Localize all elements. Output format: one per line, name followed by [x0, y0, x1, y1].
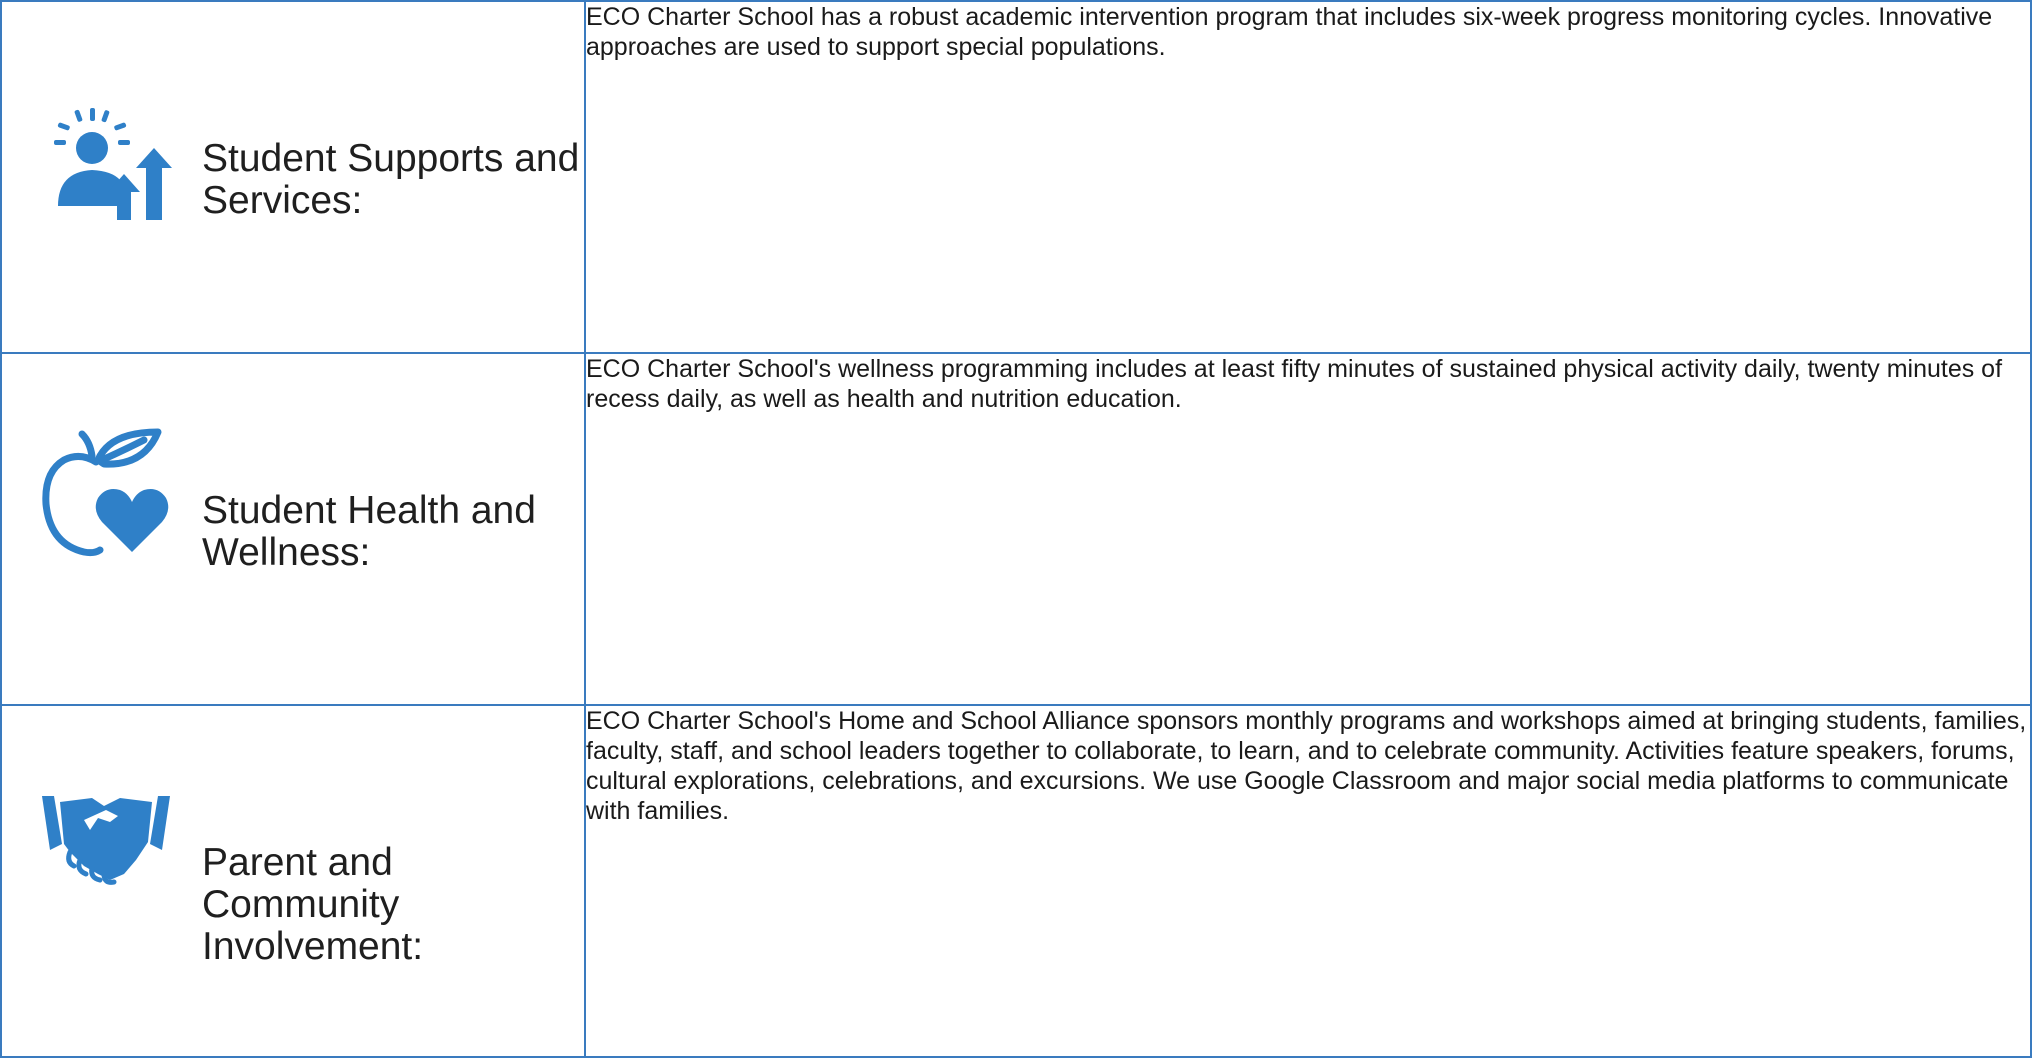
apple-heart-icon [40, 426, 172, 558]
row-label: Student Health and Wellness: [202, 489, 536, 574]
description-cell: ECO Charter School's wellness programming includes at least fifty minutes of sustained physical activity daily, twenty minutes of recess daily, as well as health and nutrition education. [585, 353, 2031, 705]
table-row [1, 353, 2031, 705]
handshake-icon [40, 790, 172, 922]
table-row [1, 1, 2031, 353]
description-cell: ECO Charter School has a robust academic intervention program that includes six-week progress monitoring cycles. Innovative approaches are used to support special populations. [585, 1, 2031, 353]
label-cell [1, 353, 585, 705]
row-label: Student Supports and Services: [202, 137, 580, 222]
student-support-arrows-icon [40, 108, 172, 240]
description-cell: ECO Charter School's Home and School Alliance sponsors monthly programs and workshops aimed at bringing students, families, faculty, staff, and school leaders together to collaborate, to learn, and to celebrate community. Activities feature speakers, forums, cultural explorations, celebrations, and excursions. We use Google Classroom and major social media platforms to communicate with families. [585, 705, 2031, 1057]
table-row [1, 705, 2031, 1057]
label-cell [1, 705, 585, 1057]
label-cell [1, 1, 585, 353]
row-label: Parent and Community Involvement: [202, 841, 424, 968]
